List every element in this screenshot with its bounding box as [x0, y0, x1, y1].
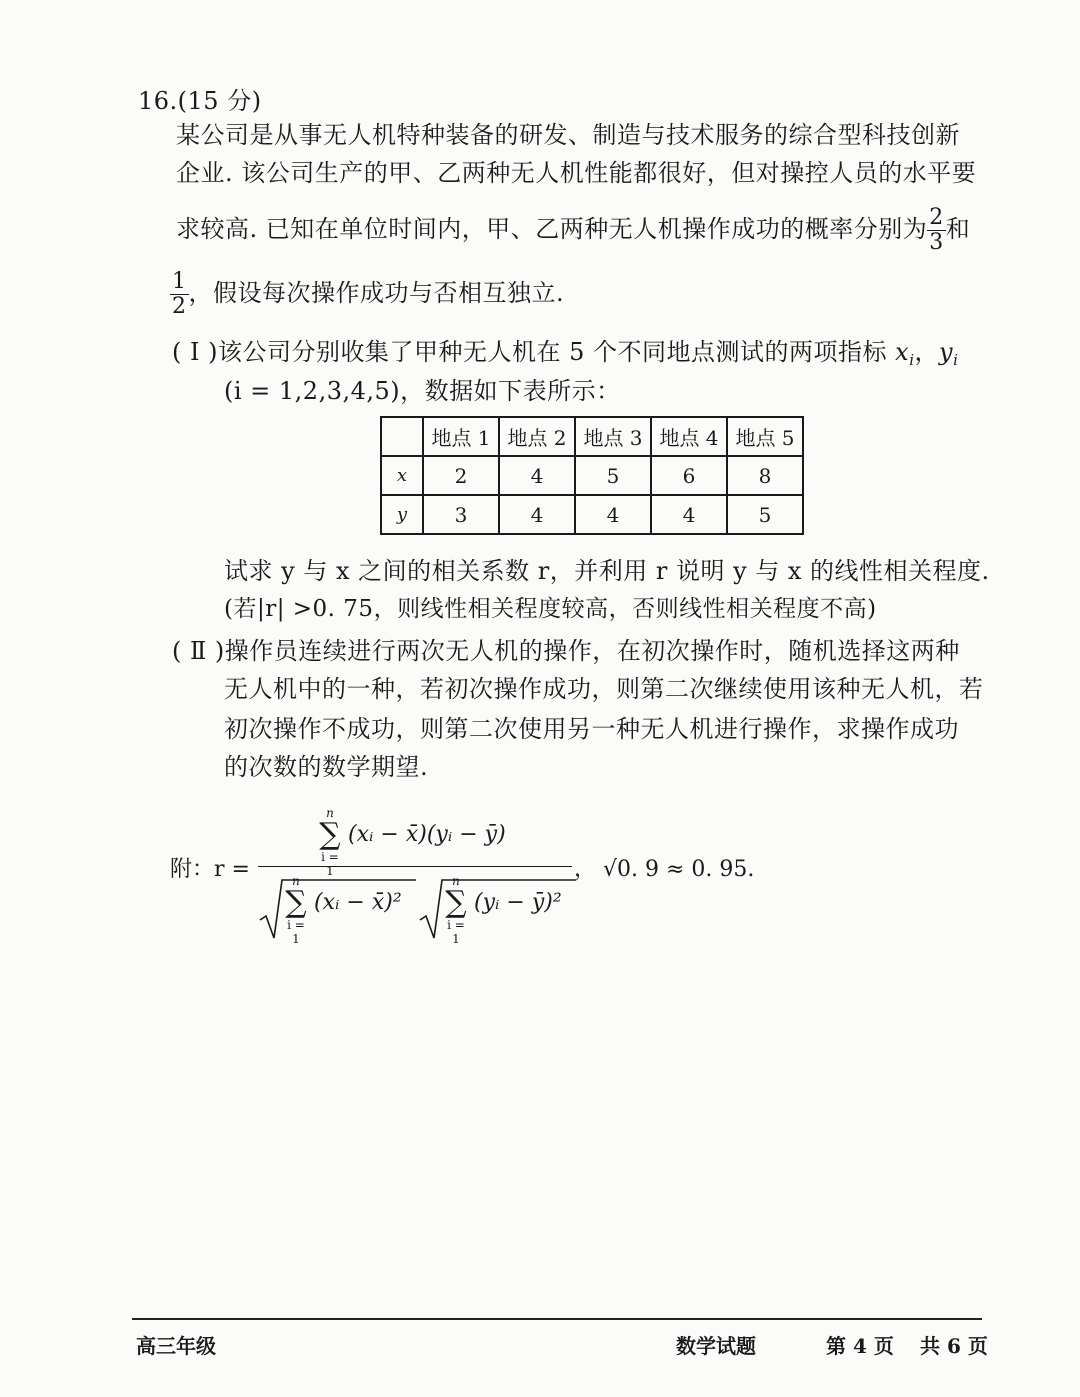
table-cell: 5 [727, 495, 803, 534]
table-cell: 4 [499, 495, 575, 534]
den-sum-2 [444, 874, 468, 946]
part1-label: ( Ⅰ ) [172, 338, 218, 366]
correlation-formula [170, 800, 790, 950]
frac2-numerator: 1 [172, 269, 187, 294]
data-table [380, 416, 804, 535]
intro-line-2: 企业. 该公司生产的甲、乙两种无人机性能都很好，但对操控人员的水平要 [176, 159, 977, 187]
table-cell: 6 [651, 456, 727, 495]
sub-i-x: i [909, 351, 915, 369]
sum-top-n: n [452, 874, 460, 888]
part2-line-2: 无人机中的一种，若初次操作成功，则第二次继续使用该种无人机，若 [224, 675, 984, 703]
and-text: 和 [945, 215, 971, 243]
table-cell: 5 [575, 456, 651, 495]
footer-page: 第 4 页 [826, 1334, 894, 1358]
table-row [381, 456, 803, 495]
intro-line-4 [170, 270, 564, 319]
intro-line-3-text: 求较高. 已知在单位时间内，甲、乙两种无人机操作成功的概率分别为 [176, 215, 928, 243]
footer-total: 共 6 页 [920, 1334, 988, 1358]
header-location-5: 地点 5 [727, 417, 803, 456]
intro-line-1: 某公司是从事无人机特种装备的研发、制造与技术服务的综合型科技创新 [176, 121, 960, 149]
fraction-bar [258, 866, 572, 867]
den-term-1: (xᵢ − x̄)² [314, 890, 402, 915]
denominator-root-2 [418, 872, 578, 946]
sub-i-y: i [953, 351, 959, 369]
comma: ， [914, 338, 939, 366]
fraction-two-thirds [927, 206, 946, 255]
table-row [381, 495, 803, 534]
sum-top-n: n [326, 806, 334, 820]
sum-bottom: i = 1 [321, 850, 339, 878]
part1-text: 该公司分别收集了甲种无人机在 5 个不同地点测试的两项指标 [217, 338, 887, 366]
question-header [138, 86, 262, 116]
row-label-x: x [381, 456, 423, 495]
numerator-terms: (xᵢ − x̄)(yᵢ − ȳ) [348, 822, 506, 847]
part2-line-1-text: 操作员连续进行两次无人机的操作，在初次操作时，随机选择这两种 [224, 637, 960, 665]
den-term-2: (yᵢ − ȳ)² [474, 890, 562, 915]
formula-tail: ， √0. 9 ≈ 0. 95. [574, 857, 755, 882]
var-x: x [895, 338, 910, 366]
part1-line-2: (i = 1,2,3,4,5)，数据如下表所示： [224, 377, 621, 405]
sigma-icon: ∑ [285, 885, 307, 920]
frac1-denominator: 3 [929, 230, 944, 255]
header-location-3: 地点 3 [575, 417, 651, 456]
table-cell: 2 [423, 456, 499, 495]
table-cell: 4 [575, 495, 651, 534]
fraction-one-half [170, 270, 189, 319]
numerator-sum [318, 806, 342, 878]
footer-subject: 数学试题 [676, 1334, 756, 1358]
table-cell: 4 [499, 456, 575, 495]
frac2-denominator: 2 [172, 294, 187, 319]
den-sum-1 [284, 874, 308, 946]
sum-bottom: i = 1 [447, 918, 465, 946]
part1-line-1 [172, 337, 958, 375]
question-points: (15 分) [177, 87, 262, 115]
row-label-y: y [381, 495, 423, 534]
part2-line-3: 初次操作不成功，则第二次使用另一种无人机进行操作，求操作成功 [224, 715, 959, 743]
sigma-icon: ∑ [319, 817, 341, 852]
part1-ask-line-1: 试求 y 与 x 之间的相关系数 r，并利用 r 说明 y 与 x 的线性相关程度. [224, 557, 990, 585]
intro-line-3 [176, 206, 970, 255]
denominator-root-1 [258, 872, 418, 946]
part1-ask-line-2: (若|r| >0. 75，则线性相关程度较高，否则线性相关程度不高) [224, 596, 877, 622]
sigma-icon: ∑ [445, 885, 467, 920]
sum-bottom: i = 1 [287, 918, 305, 946]
table-cell: 4 [651, 495, 727, 534]
sum-top-n: n [292, 874, 300, 888]
formula-label: 附：r = [170, 857, 250, 882]
intro-line-4-text: ，假设每次操作成功与否相互独立. [188, 279, 565, 307]
part2-line-4: 的次数的数学期望. [224, 753, 429, 781]
header-location-4: 地点 4 [651, 417, 727, 456]
table-corner [381, 417, 423, 456]
header-location-1: 地点 1 [423, 417, 499, 456]
table-cell: 3 [423, 495, 499, 534]
table-header-row [381, 417, 803, 456]
part2-line-1 [172, 636, 960, 666]
var-y: y [939, 338, 954, 366]
question-number: 16. [138, 87, 178, 115]
frac1-numerator: 2 [929, 205, 944, 230]
footer-divider [132, 1318, 982, 1320]
part2-label: ( Ⅱ ) [172, 637, 225, 665]
table-cell: 8 [727, 456, 803, 495]
footer-grade: 高三年级 [136, 1334, 216, 1358]
header-location-2: 地点 2 [499, 417, 575, 456]
